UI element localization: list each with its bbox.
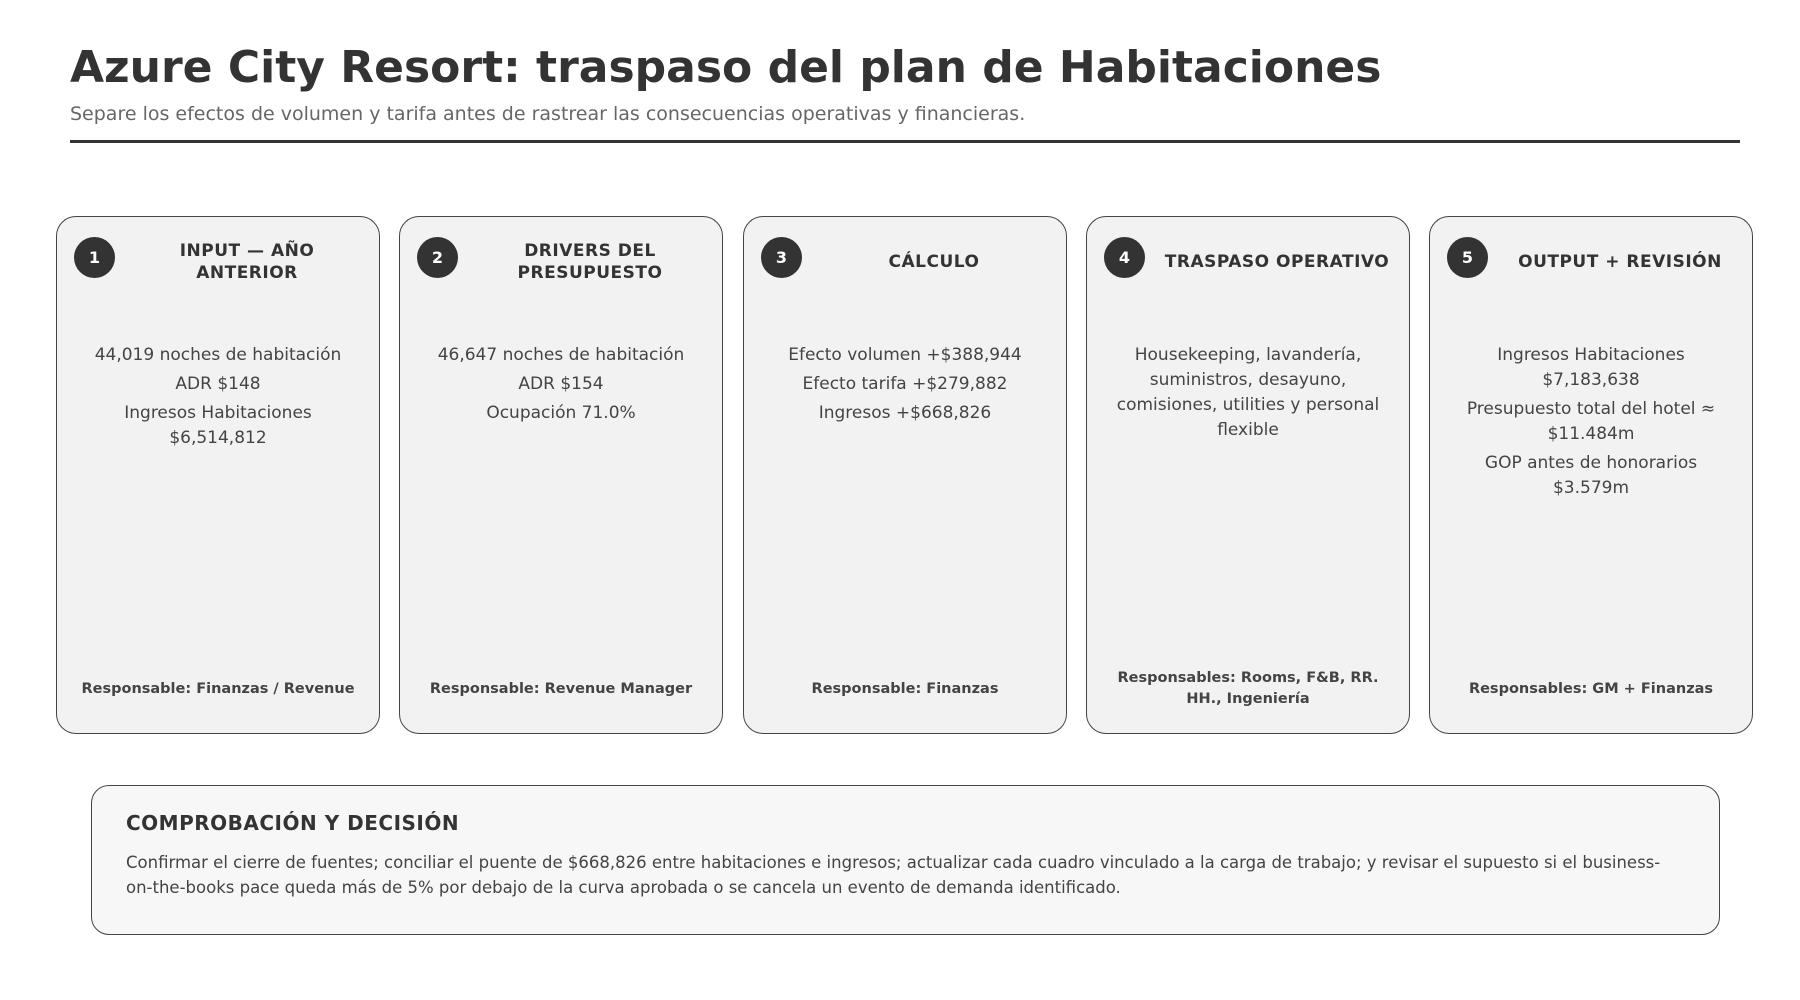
step-card-input [56, 216, 380, 734]
step-owner: Responsable: Finanzas / Revenue [81, 680, 355, 697]
step-detail-line: 46,647 noches de habitación [437, 345, 685, 365]
step-detail-line: Presupuesto total del hotel ≈ $11.484m [1466, 399, 1716, 444]
process-steps [56, 216, 1756, 734]
step-card-output-review [1429, 216, 1753, 734]
step-details [1107, 343, 1389, 447]
step-details [1450, 343, 1732, 505]
header [70, 40, 1740, 143]
step-detail-line: Efecto volumen +$388,944 [788, 345, 1022, 365]
step-details [77, 343, 359, 455]
step-detail-line: Ingresos +$668,826 [818, 403, 992, 423]
check-decision-title: COMPROBACIÓN Y DECISIÓN [126, 811, 460, 835]
step-details [764, 343, 1046, 430]
step-card-operational-handoff [1086, 216, 1410, 734]
step-title: OUTPUT + REVISIÓN [1518, 252, 1722, 272]
step-detail-line: Ingresos Habitaciones $6,514,812 [124, 403, 312, 448]
step-owner: Responsable: Finanzas [811, 680, 999, 697]
step-title: TRASPASO OPERATIVO [1164, 252, 1390, 272]
check-decision-text: Confirmar el cierre de fuentes; conciliar el puente de $668,826 entre habitaciones e ingresos; actualizar cada cuadro vinculado a la carga de trabajo; y revisar el supuesto si el business-on-the-books pace queda más de 5% por debajo de la curva aprobada o se cancela un evento de demanda identificado. [126, 853, 1661, 897]
step-owner: Responsables: GM + Finanzas [1468, 680, 1714, 697]
step-detail-line: Ocupación 71.0% [486, 403, 636, 423]
page-subtitle: Separe los efectos de volumen y tarifa antes de rastrear las consecuencias operativas y financieras. [70, 103, 1026, 125]
step-owner: Responsables: Rooms, F&B, RR. HH., Ingeniería [1117, 670, 1379, 707]
step-number-badge: 4 [1104, 237, 1145, 278]
step-owner: Responsable: Revenue Manager [429, 680, 693, 697]
step-number-badge: 2 [417, 237, 458, 278]
step-title: INPUT — AÑO ANTERIOR [179, 241, 315, 283]
step-number-badge: 3 [761, 237, 802, 278]
step-title: DRIVERS DEL PRESUPUESTO [517, 241, 663, 283]
step-title: CÁLCULO [888, 252, 980, 272]
step-detail-line: Ingresos Habitaciones $7,183,638 [1497, 345, 1685, 390]
page-title: Azure City Resort: traspaso del plan de Habitaciones [70, 42, 1382, 93]
check-decision-panel [91, 785, 1720, 935]
step-number-badge: 1 [74, 237, 115, 278]
step-card-calculation [743, 216, 1067, 734]
step-details [420, 343, 702, 430]
step-detail-line: Efecto tarifa +$279,882 [802, 374, 1008, 394]
step-detail-line: 44,019 noches de habitación [94, 345, 342, 365]
step-detail-line: Housekeeping, lavandería, suministros, desayuno, comisiones, utilities y personal flexible [1116, 345, 1380, 440]
step-number-badge: 5 [1447, 237, 1488, 278]
step-card-drivers [399, 216, 723, 734]
step-detail-line: ADR $154 [518, 374, 604, 394]
step-detail-line: ADR $148 [175, 374, 261, 394]
step-detail-line: GOP antes de honorarios $3.579m [1484, 453, 1698, 498]
